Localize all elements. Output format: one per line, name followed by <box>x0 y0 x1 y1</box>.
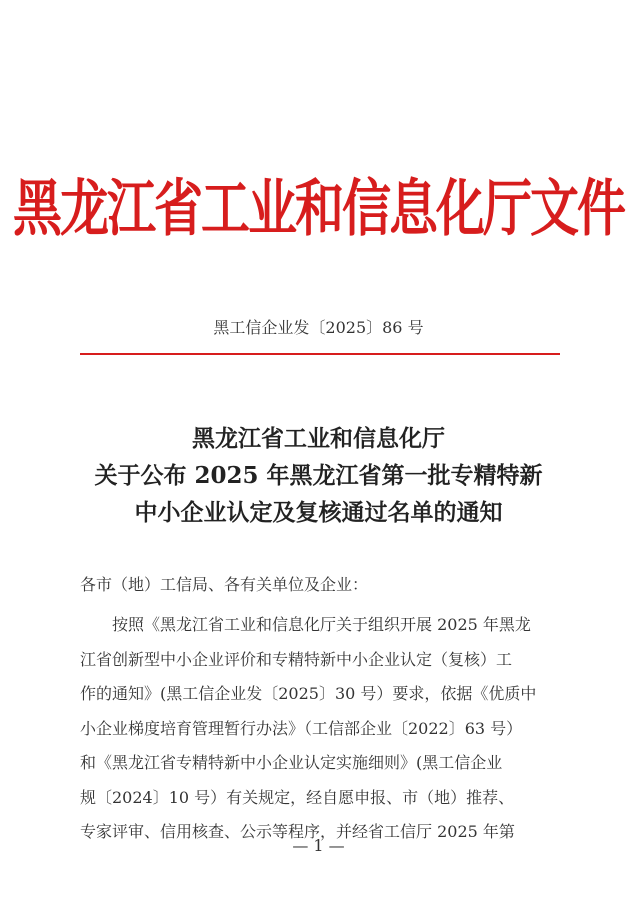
title-line-1: 黑龙江省工业和信息化厅 <box>192 425 445 452</box>
document-number: 黑工信企业发〔2025〕86 号 <box>213 318 424 337</box>
body-line: 和《黑龙江省专精特新中小企业认定实施细则》(黑工信企业 <box>80 753 503 772</box>
red-divider-line <box>80 353 560 355</box>
body-line: 作的通知》(黑工信企业发〔2025〕30 号）要求，依据《优质中 <box>80 684 537 703</box>
title-line-3: 中小企业认定及复核通过名单的通知 <box>134 499 503 526</box>
body-line: 按照《黑龙江省工业和信息化厅关于组织开展 2025 年黑龙 <box>112 615 531 634</box>
body-line: 专家评审、信用核查、公示等程序，并经省工信厅 2025 年第 <box>80 822 515 841</box>
document-masthead: 黑龙江省工业和信息化厅文件 <box>12 171 624 245</box>
body-line: 江省创新型中小企业评价和专精特新中小企业认定（复核）工 <box>80 649 513 669</box>
body-line: 规〔2024〕10 号）有关规定，经自愿申报、市（地）推荐、 <box>80 787 515 807</box>
body-paragraph <box>80 608 560 850</box>
document-title <box>0 420 637 531</box>
addressee: 各市（地）工信局、各有关单位及企业： <box>80 575 369 594</box>
body-line: 小企业梯度培育管理暂行办法》（工信部企业〔2022〕63 号） <box>80 718 523 738</box>
title-line-2: 关于公布 2025 年黑龙江省第一批专精特新 <box>94 462 543 489</box>
page-number: — 1 — <box>292 836 345 855</box>
